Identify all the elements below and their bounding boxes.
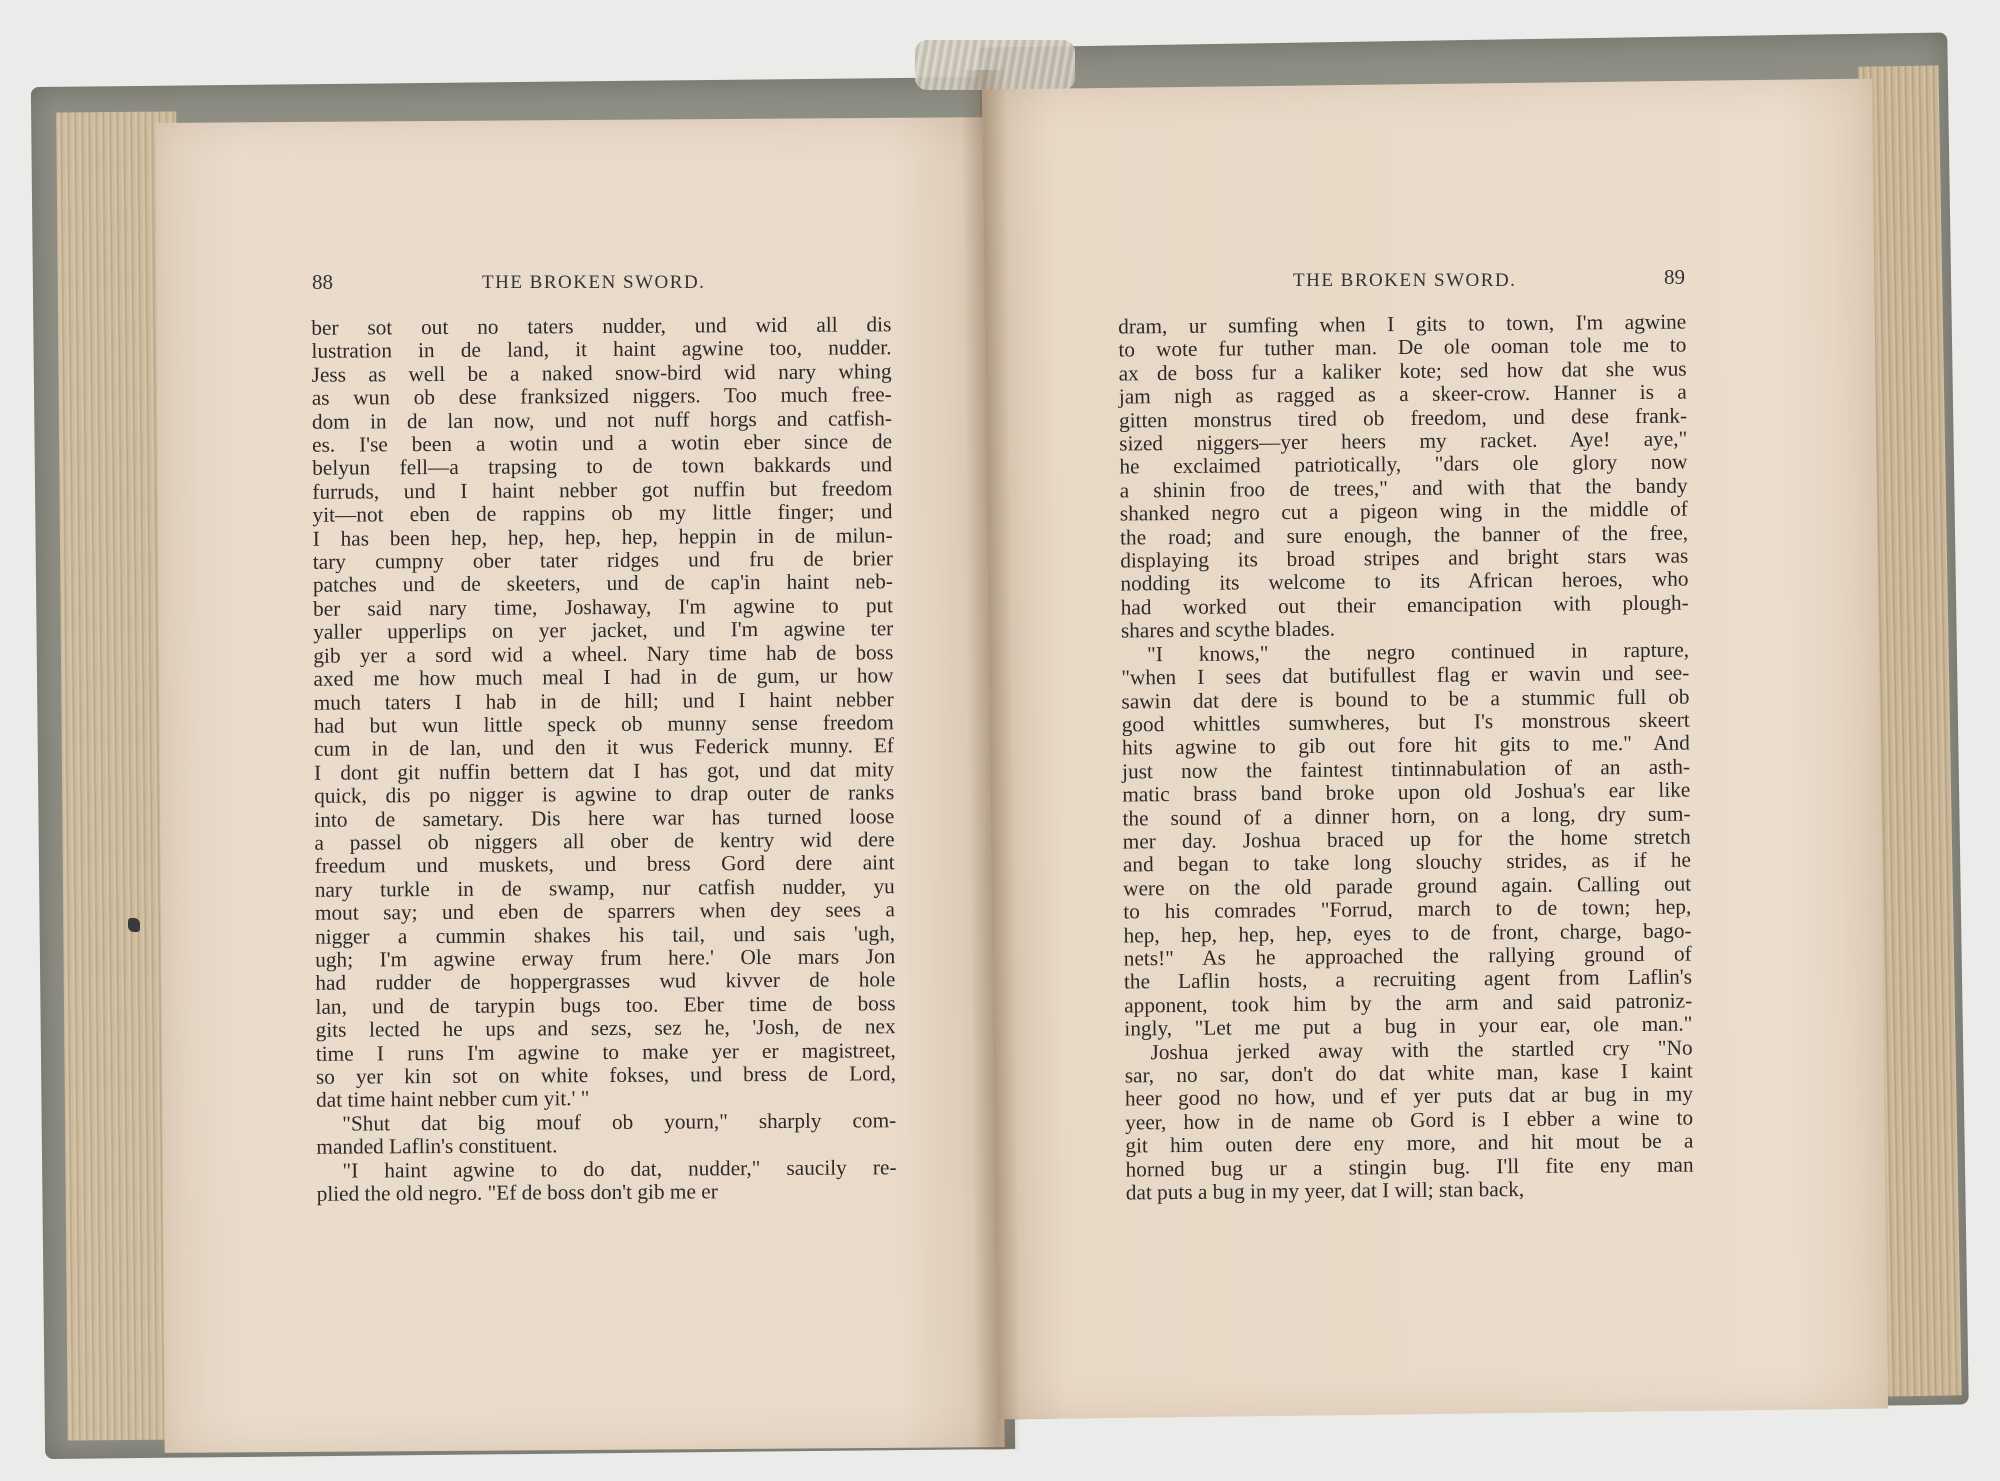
text-line: the Laflin hosts, a recruiting agent from Laflin's xyxy=(1123,964,1693,994)
text-line: dat time haint nebber cum yit.' " xyxy=(316,1086,590,1113)
text-line: shares and scythe blades. xyxy=(1120,616,1336,643)
right-page-number: 89 xyxy=(1664,265,1685,289)
text-line: gitten monstrus tired ob freedom, und dese frank- xyxy=(1118,403,1688,433)
text-line: dram, ur sumfing when I gits to town, I'm agwine xyxy=(1118,309,1687,339)
text-line: es. I'se been a wotin und a wotin eber since de xyxy=(311,429,893,457)
text-line: plied the old negro. "Ef de boss don't gib me er xyxy=(316,1179,718,1206)
text-line: yit—not eben de rappins ob my little finger; und xyxy=(312,499,893,528)
text-line: furruds, und I haint nebber got nuffin but freedom xyxy=(312,476,893,504)
text-line: "I haint agwine to do dat, nudder," saucily re- xyxy=(342,1154,897,1183)
text-line: axed me how much meal I had in de gum, ur how xyxy=(313,663,894,691)
text-line: quick, dis po nigger is agwine to drap outer de ranks xyxy=(314,780,895,808)
text-line: ingly, "Let me put a bug in your ear, ole man." xyxy=(1124,1011,1693,1041)
text-line: shanked negro cut a pigeon wing in the middle of xyxy=(1119,496,1688,526)
text-line: nets!" As he approached the rallying ground of xyxy=(1123,941,1692,971)
right-running-head: THE BROKEN SWORD. xyxy=(1293,270,1517,291)
text-line: ber sot out no taters nudder, und wid all dis xyxy=(311,312,892,340)
text-line: lan, und de tarypin bugs too. Eber time de boss xyxy=(315,991,896,1019)
left-page-number: 88 xyxy=(312,270,333,294)
text-line: freedum und muskets, und bress Gord dere aint xyxy=(314,850,895,879)
text-line: sar, no sar, don't do dat white man, kase I kaint xyxy=(1124,1058,1693,1088)
text-line: a shinin froo de trees," and with that the bandy xyxy=(1119,473,1688,503)
text-line: ugh; I'm agwine erway frum here.' Ole mars Jon xyxy=(315,944,896,972)
right-page-text xyxy=(1118,311,1694,1205)
text-line: had worked out their emancipation with plough- xyxy=(1120,590,1689,620)
text-line: sawin dat dere is bound to be a stummic full ob xyxy=(1121,684,1690,713)
text-line: mer day. Joshua braced up for the home stretch xyxy=(1122,824,1691,854)
text-line: dat puts a bug in my yeer, dat I will; stan back, xyxy=(1125,1177,1525,1205)
text-line: manded Laflin's constituent. xyxy=(316,1133,558,1159)
text-line: tary cumpny ober tater ridges und fru de brier xyxy=(312,546,893,574)
text-line: into de sametary. Dis here war has turned loose xyxy=(314,803,895,832)
text-line: to wote fur tuther man. De ole ooman tole me to xyxy=(1118,332,1687,362)
text-line: he exclaimed patriotically, "dars ole glory now xyxy=(1119,449,1688,479)
text-line: the sound of a dinner horn, on a long, dry sum- xyxy=(1122,801,1691,831)
text-line: yaller upperlips on yer jacket, und I'm agwine ter xyxy=(313,616,894,645)
text-line: so yer kin sot on white fokses, und bress de Lord, xyxy=(315,1061,896,1089)
text-line: yeer, how in de name ob Gord is I ebber a wine to xyxy=(1125,1105,1694,1135)
text-line: "Shut dat big mouf ob yourn," sharply com- xyxy=(342,1108,897,1136)
text-line: matic brass band broke upon old Joshua's ear like xyxy=(1122,777,1691,807)
text-line: jam nigh as ragged as a skeer-crow. Hanner is a xyxy=(1118,379,1687,409)
text-line: horned bug ur a stingin bug. I'll fite eny man xyxy=(1125,1152,1694,1182)
text-line: Jess as well be a naked snow-bird wid nary whing xyxy=(311,359,892,387)
left-page-text xyxy=(311,313,896,1206)
text-line: I dont git nuffin bettern dat I has got, und dat mity xyxy=(313,756,895,785)
text-line: "when I sees dat butifullest flag er wavin und see- xyxy=(1121,660,1690,690)
text-line: time I runs I'm agwine to make yer er magistreet, xyxy=(315,1037,896,1066)
text-line: had rudder de hoppergrasses wud kivver de hole xyxy=(315,967,896,996)
text-line: dom in de lan now, und not nuff horgs and catfish- xyxy=(311,405,892,434)
text-line: hep, hep, hep, hep, eyes to de front, charge, bago- xyxy=(1123,918,1692,948)
text-line: a passel ob niggers all ober de kentry wid dere xyxy=(314,827,895,855)
text-line: Joshua jerked away with the startled cry "No xyxy=(1150,1035,1693,1064)
text-line: nodding its welcome to its African heroes, who xyxy=(1120,566,1689,596)
text-line: had but wun little speck ob munny sense freedom xyxy=(313,710,894,738)
text-line: displaying its broad stripes and bright stars was xyxy=(1120,543,1689,573)
text-line: gib yer a sord wid a wheel. Nary time hab de boss xyxy=(313,639,894,668)
text-line: I has been hep, hep, hep, hep, heppin in de milun- xyxy=(312,522,893,551)
ink-blot xyxy=(128,918,140,932)
text-line: as wun ob dese franksized niggers. Too much free- xyxy=(311,382,892,410)
text-line: nary turkle in de swamp, nur catfish nudder, yu xyxy=(314,873,895,902)
text-line: much taters I hab in de hill; und I haint nebber xyxy=(313,686,894,715)
text-line: heer good no how, und ef yer puts dat ar bug in my xyxy=(1124,1081,1694,1111)
text-line: lustration in de land, it haint agwine too, nudder. xyxy=(311,335,892,364)
text-line: ax de boss fur a kaliker kote; sed how dat she wus xyxy=(1118,356,1687,386)
text-line: were on the old parade ground again. Calling out xyxy=(1123,871,1692,901)
text-line: hits agwine to gib out fore hit gits to me." And xyxy=(1121,730,1690,760)
left-running-head: THE BROKEN SWORD. xyxy=(482,272,706,293)
text-line: patches und de skeeters, und de cap'in haint neb- xyxy=(312,569,893,598)
text-line: ber said nary time, Joshaway, I'm agwine to put xyxy=(312,593,894,621)
text-line: belyun fell—a trapsing to de town bakkards und xyxy=(312,452,893,481)
text-line: apponent, took him by the arm and said patroniz- xyxy=(1124,988,1693,1018)
text-line: just now the faintest tintinnabulation of an asth- xyxy=(1122,754,1691,784)
text-line: cum in de lan, und den it wus Federick munny. Ef xyxy=(313,733,894,762)
text-line: good whittles sumwheres, but I's monstrous skeert xyxy=(1121,707,1690,737)
text-line: to his comrades "Forrud, march to de town; hep, xyxy=(1123,894,1692,924)
text-line: gits lected he ups and sezs, sez he, 'Josh, de nex xyxy=(315,1014,896,1042)
text-line: mout say; und eben de sparrers when dey sees a xyxy=(314,897,895,925)
text-line: sized niggers—yer heers my racket. Aye! aye," xyxy=(1119,426,1688,456)
text-line: nigger a cummin shakes his tail, und sais 'ugh, xyxy=(315,920,896,949)
text-line: "I knows," the negro continued in rapture, xyxy=(1146,637,1690,666)
text-line: the road; and sure enough, the banner of the free, xyxy=(1119,520,1689,550)
text-line: and began to take long slouchy strides, as if he xyxy=(1122,847,1692,877)
text-line: git him outen dere eny more, and hit mout be a xyxy=(1125,1128,1694,1158)
